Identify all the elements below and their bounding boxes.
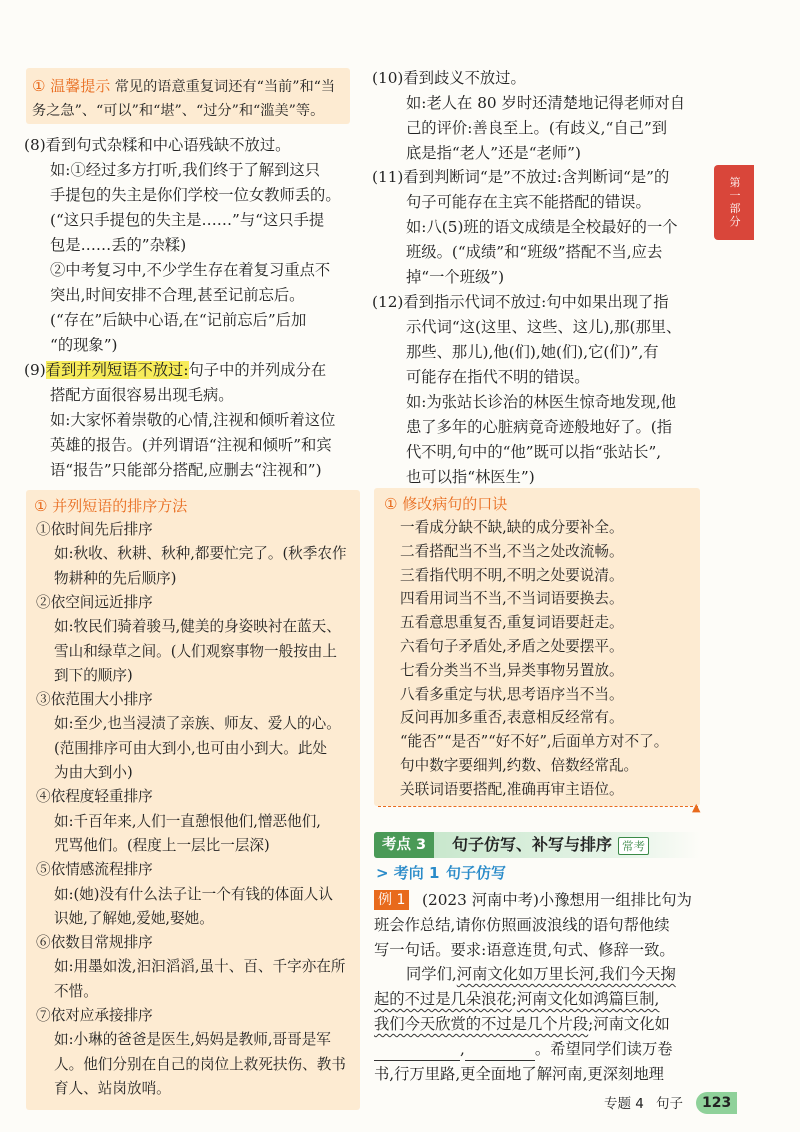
item-12-line0: (12)看到指示代词不放过:句中如果出现了指 [372,293,669,311]
answer-blank-2[interactable] [465,1044,535,1061]
order-rule-text: 如:秋收、秋耕、秋种,都要忙完了。(秋季农作 [54,545,347,563]
example-line3: 写一句话。要求:语意连贯,句式、修辞一致。 [374,941,675,959]
order-rule-heading: ⑤依情感流程排序 [36,861,153,879]
item-8-line8: “的现象”) [50,336,118,354]
item-10-line2: 己的评价:善良至上。(有歧义,“自己”到 [406,119,668,137]
order-rule-text: 不惜。 [54,982,98,1000]
item-9-line5: 语“报告”只能部分搭配,应删去“注视和”) [50,461,322,479]
item-9-line4: 英雄的报告。(并列谓语“注视和倾听”和宾 [50,436,332,454]
example-line2: 班会作总结,请你仿照画波浪线的语句帮他续 [374,916,670,934]
item-9-highlight: 看到并列短语不放过: [45,361,189,379]
order-rule-text: 为由大到小) [54,764,133,781]
item-11-line3: 班级。(“成绩”和“班级”搭配不当,应去 [406,243,663,261]
tip-box-line2: 务之急”、“可以”和“堪”、“过分”和“滥美”等。 [32,103,325,119]
item-11-line4: 掉“一个班级”) [406,268,505,286]
rhyme-line: 反问再加多重否,表意相反经常有。 [400,709,624,727]
order-rule-heading: ①依时间先后排序 [36,521,153,538]
item-8-line4: 包是……丢的”杂糅) [50,236,187,254]
rhyme-line: 三看指代明不明,不明之处要说清。 [400,566,624,584]
rhyme-box-title: ① 修改病句的口诀 [384,495,508,513]
example-para-1a: 同学们, [406,965,457,983]
item-8-line2: 手提包的失主是你们学校一位女教师丢的。 [50,186,341,204]
example-semicolon: ; [511,990,517,1008]
order-rule-text: 雪山和绿草之间。(人们观察事物一般按由上 [54,642,337,660]
item-10-line3: 底是指“老人”还是“老师”) [406,144,581,162]
example-para-3b: ;河南文化如 [588,1015,670,1033]
rhyme-line: 八看多重定与状,思考语序当不当。 [400,685,624,703]
order-rule-text: 如:至少,也当浸渍了亲族、师友、爱人的心。 [54,715,341,733]
footer-title: 句子 [656,1096,683,1112]
footer-topic: 专题 4 [604,1096,644,1112]
item-8-line1: 如:①经过多方打听,我们终于了解到这只 [50,161,321,179]
item-11-line2: 如:八(5)班的语文成绩是全校最好的一个 [406,218,678,236]
rhyme-line: 句中数字要细判,约数、倍数经常乱。 [400,757,639,774]
answer-blank-1[interactable] [374,1044,460,1061]
rhyme-line: “能否”“是否”“好不好”,后面单方对不了。 [400,733,669,751]
example-para-line3 [374,1012,670,1036]
item-12-line7: 也可以指“林医生”) [406,468,535,486]
item-8-line3: (“这只手提包的失主是……”与“这只手提 [50,211,325,229]
order-box-title: ① 并列短语的排序方法 [34,497,188,515]
order-rule-text: 人。他们分别在自己的岗位上救死扶伤、教书 [54,1055,346,1073]
order-rule-heading: ⑥依数目常规排序 [36,934,153,952]
direction-title: 句子仿写 [446,864,507,882]
section-title: 句子仿写、补写与排序 [452,835,613,854]
order-rule-text: (范围排序可由大到小,也可由小到大。此处 [54,739,328,757]
order-rule-heading: ⑦依对应承接排序 [36,1007,153,1024]
rhyme-line: 五看意思重复否,重复词语要赶走。 [400,614,624,632]
item-9-line3: 如:大家怀着崇敬的心情,注视和倾听着这位 [50,411,336,429]
rhyme-line: 七看分类当不当,异类事物另置放。 [400,661,624,679]
example-blank-line: , 。希望同学们读万卷 [374,1037,673,1061]
item-9-num: (9) [24,361,46,379]
order-rule-text: 育人、站岗放哨。 [54,1079,171,1097]
rhyme-line: 六看句子矛盾处,矛盾之处要摆平。 [400,638,624,655]
tip-box-line1: 常见的语意重复词还有“当前”和“当 [114,79,336,95]
example-para-line5: 书,行万里路,更全面地了解河南,更深刻地理 [374,1065,664,1083]
rhyme-line: 一看成分缺不缺,缺的成分要补全。 [400,519,624,536]
order-rule-heading: ③依范围大小排序 [36,691,153,709]
example-para-4: 。希望同学们读万卷 [534,1040,673,1058]
example-wavy-1: 河南文化如万里长河,我们今天掬 [456,965,676,983]
item-12-line4: 如:为张站长诊治的林医生惊奇地发现,他 [406,393,677,411]
section-tag: 考点 3 [374,832,434,858]
item-12-line6: 代不明,句中的“他”既可以指“张站长”, [406,443,662,461]
frequent-badge: 常考 [618,837,649,855]
tip-box-title: ① 温馨提示 [32,77,111,95]
item-8-line5: ②中考复习中,不少学生存在着复习重点不 [50,261,331,279]
order-rule-text: 如:牧民们骑着骏马,健美的身姿映衬在蓝天、 [54,618,341,636]
order-rule-text: 如:用墨如泼,汩汩滔滔,虽十、百、千字亦在所 [54,958,346,976]
rhyme-box-divider [378,806,698,807]
order-rule-text: 到下的顺序) [54,666,133,684]
rhyme-line: 四看用词当不当,不当词语要换去。 [400,590,624,608]
order-rule-heading: ②依空间远近排序 [36,593,153,611]
example-para-line1 [406,962,676,986]
item-12-line3: 可能存在指代不明的错误。 [406,368,590,386]
item-10-line1: 如:老人在 80 岁时还清楚地记得老师对自 [406,94,686,112]
example-wavy-4: 我们今天欣赏的不过是几个片段 [374,1015,589,1033]
item-9-line2: 搭配方面很容易出现毛病。 [50,386,234,404]
item-11-line0: (11)看到判断词“是”不放过:含判断词“是”的 [372,168,670,186]
order-rule-text: 物耕种的先后顺序) [54,569,177,587]
example-line1: (2023 河南中考)小豫想用一组排比句为 [422,891,692,909]
order-rule-text: 咒骂他们。(程度上一层比一层深) [54,836,270,854]
example-wavy-3: 河南文化如鸿篇巨制, [516,990,660,1008]
order-rule-text: 如:千百年来,人们一直憩恨他们,憎恶他们, [54,812,321,830]
direction-label: > 考向 1 [376,864,440,882]
item-12-line5: 患了多年的心脏病竟奇迹般地好了。(指 [406,418,673,436]
order-rule-text: 如:(她)没有什么法子让一个有钱的体面人认 [54,885,333,903]
example-para-line2 [374,987,659,1011]
rhyme-line: 关联词语要搭配,准确再审主语位。 [400,780,624,798]
item-10-head: (10)看到歧义不放过。 [372,69,526,87]
item-8-head: (8)看到句式杂糅和中心语残缺不放过。 [24,136,291,154]
item-11-line1: 句子可能存在主宾不能搭配的错误。 [406,193,651,211]
rhyme-line: 二看搭配当不当,不当之处改流畅。 [400,542,624,560]
side-tab-label: 第一部分 [729,176,741,228]
order-rule-text: 如:小琳的爸爸是医生,妈妈是教师,哥哥是军 [54,1031,331,1049]
example-tag: 例 1 [374,890,409,910]
item-12-line1: 示代词“这(这里、这些、这儿),那(那里、 [406,318,682,336]
example-wavy-2: 起的不过是几朵浪花 [374,990,512,1008]
item-8-line6: 突出,时间安排不合理,甚至记前忘后。 [50,286,305,304]
item-12-line2: 那些、那儿),他(们),她(们),它(们)”,有 [406,343,659,361]
item-9-head [24,358,326,382]
item-8-line7: (“存在”后缺中心语,在“记前忘后”后加 [50,311,307,329]
page-number: 123 [696,1092,737,1114]
item-9-rest: 句子中的并列成分在 [188,361,327,379]
order-rule-heading: ④依程度轻重排序 [36,788,153,806]
arrow-up-icon: ▲ [692,801,701,814]
order-rule-text: 识她,了解她,爱她,娶她。 [54,909,214,927]
tip-box-text [32,74,335,123]
